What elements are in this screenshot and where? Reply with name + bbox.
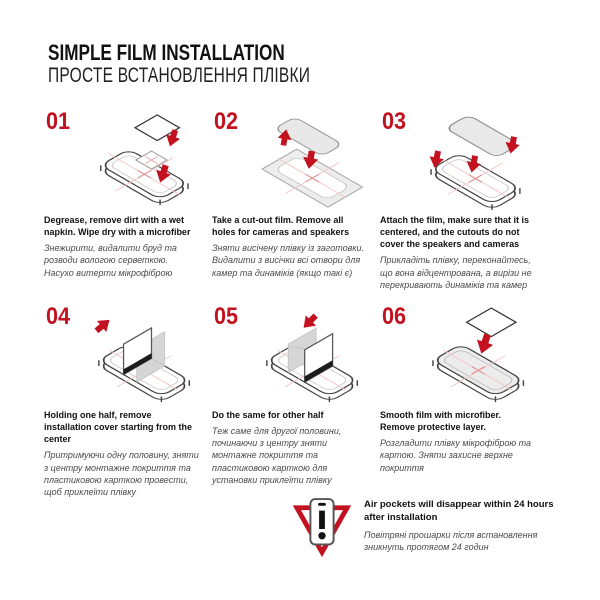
step-01-text-en: Degrease, remove dirt with a wet napkin. Wipe dry with a microfiber: [44, 215, 191, 238]
warning-text-ua: Повітряні прошарки після встановлення зникнуть протягом 24 годин: [364, 529, 538, 552]
step-06: [380, 299, 548, 494]
step-03-number: 03: [382, 108, 407, 135]
step-03-text-en: Attach the film, make sure that it is centered, and the cutouts do not cover the speakers and cameras: [380, 215, 530, 250]
header: [48, 42, 402, 88]
steps-grid: [44, 104, 548, 497]
step-06-text-ua: Розгладити плівку мікрофіброю та картою. Зняти захисне верхне покриття: [380, 438, 532, 473]
step-02-text-en: Take a cut-out film. Remove all holes for cameras and speakers: [212, 215, 350, 238]
page-title: SIMPLE FILM INSTALLATION: [48, 40, 285, 65]
page-subtitle: ПРОСТЕ ВСТАНОВЛЕННЯ ПЛІВКИ: [48, 64, 311, 88]
step-04-text-ua: Притримуючи одну половину, зняти з центру монтажне покриття та пластиковою карткою провести, щоб приклеїти плівку: [44, 450, 199, 497]
warning-text: [364, 496, 569, 562]
warning-text-en: Air pockets will disappear within 24 hours after installation: [364, 499, 554, 523]
step-02: [212, 104, 380, 299]
step-06-text-en: Smooth film with microfiber. Remove protective layer.: [380, 410, 502, 433]
step-01: [44, 104, 212, 299]
step-04-number: 04: [46, 303, 71, 330]
step-03-text-ua: Прикладіть плівку, переконайтесь, що вона відцентрована, а вирізи не перекривають динаміків та камер: [380, 255, 532, 290]
warning-triangle-phone-icon: [293, 496, 351, 562]
peel-direction-arrow-icon: [92, 314, 114, 336]
air-pockets-warning: [293, 496, 573, 562]
step-05-text-ua: Теж саме для другої половини, починаючи з центру зняти монтажне покриття та пластиковою карткою для установки приклеїти плівку: [212, 426, 342, 485]
step-06-number: 06: [382, 303, 407, 330]
step-05-number: 05: [214, 303, 239, 330]
step-05: [212, 299, 380, 494]
step-05-text-en: Do the same for other half: [212, 410, 324, 420]
step-04-text-en: Holding one half, remove installation cover starting from the center: [44, 410, 193, 445]
step-01-number: 01: [46, 108, 71, 135]
step-01-text-ua: Знежирити, видалити бруд та розводи вологою серветкою. Насухо витерти мікрофіброю: [44, 243, 177, 278]
step-02-number: 02: [214, 108, 239, 135]
step-04: [44, 299, 212, 497]
step-03: [380, 104, 548, 299]
step-02-text-ua: Зняти висічену плівку із заготовки. Видалити з висічки всі отвори для камер та динаміків (якщо такі є): [212, 243, 365, 278]
peel-direction-arrow-icon: [298, 310, 320, 332]
